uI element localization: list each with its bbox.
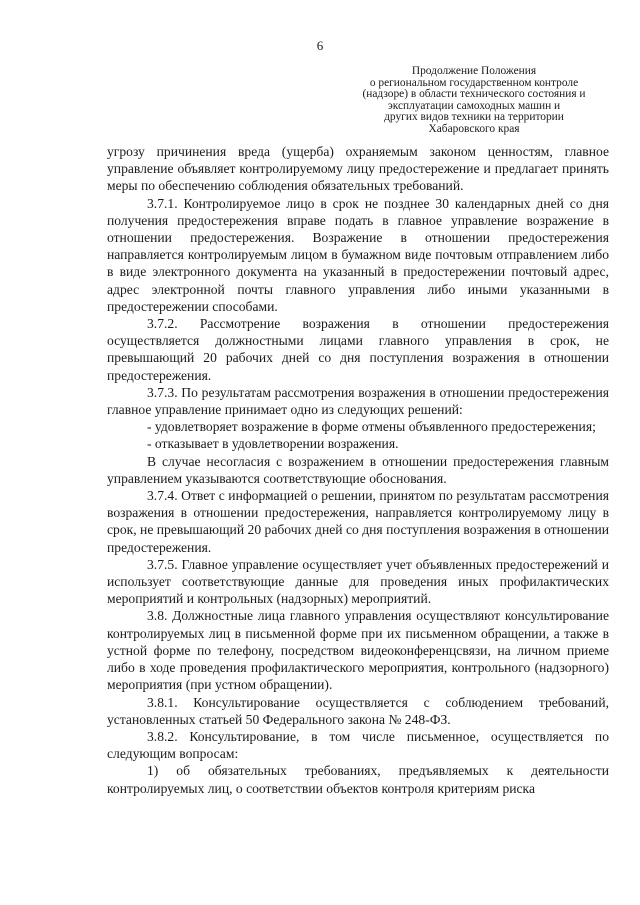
paragraph: 3.8. Должностные лица главного управления осуществляют консультирование контролируемых лиц в письменной форме при их письменном обращении, а также в устной форме по телефону, посредством видеоконференцсвязи, на личном приеме либо в ходе проведения профилактического мероприятия, контрольного (надзорного) мероприятия (при устном обращении). xyxy=(107,608,609,693)
running-header-line: (надзоре) в области технического состояния и xyxy=(362,88,586,101)
paragraph: 3.7.3. По результатам рассмотрения возражения в отношении предостережения главное управление принимает одно из следующих решений: xyxy=(107,384,609,418)
running-header-line: эксплуатации самоходных машин и xyxy=(387,99,561,112)
paragraph: 3.8.1. Консультирование осуществляется с соблюдением требований, установленных статьей 50 Федерального закона № 248-ФЗ. xyxy=(107,694,609,727)
paragraph: 3.7.4. Ответ с информацией о решении, принятом по результатам рассмотрения возражения в отношении предостережения, направляется контролируемому лицу в срок, не превышающий 20 рабочих дней со дня поступления возражения в отношении предостережения. xyxy=(107,488,609,555)
document-body xyxy=(107,143,609,797)
page-number: 6 xyxy=(316,38,324,53)
paragraph: 3.7.1. Контролируемое лицо в срок не позднее 30 календарных дней со дня получения предостережения вправе подать в главное управление возражение в отношении предостережения. Возражение в отношении предостережения направляется контролируемым лицом в бумажном виде почтовым отправлением либо в виде электронного документа на указанный в предостережении почтовый адрес, адрес электронной почты главного управления либо иными указанными в предостережении способами. xyxy=(107,195,609,314)
list-item: - удовлетворяет возражение в форме отмены объявленного предостережения; xyxy=(147,419,596,435)
running-header xyxy=(340,66,608,136)
paragraph: 1) об обязательных требованиях, предъявляемых к деятельности контролируемых лиц, о соответствии объектов контроля критериям риска xyxy=(107,763,609,796)
paragraph: 3.7.5. Главное управление осуществляет учет объявленных предостережений и использует соответствующие данные для проведения иных профилактических мероприятий и контрольных (надзорных) мероприятий. xyxy=(107,556,609,607)
paragraph: 3.8.2. Консультирование, в том числе письменное, осуществляется по следующим вопросам: xyxy=(107,728,609,762)
paragraph: угрозу причинения вреда (ущерба) охраняемым законом ценностям, главное управление объявляет контролируемому лицу предостережение и предлагает принять меры по обеспечению соблюдения обязательных требований. xyxy=(107,144,609,194)
list-item: - отказывает в удовлетворении возражения. xyxy=(147,436,399,452)
running-header-line: других видов техники на территории xyxy=(384,111,564,124)
running-header-line: Продолжение Положения xyxy=(411,65,537,77)
paragraph: 3.7.2. Рассмотрение возражения в отношении предостережения осуществляется должностными лицами главного управления в срок, не превышающий 20 рабочих дней со дня поступления возражения в отношении предостережения. xyxy=(107,316,609,383)
running-header-line: Хабаровского края xyxy=(428,122,520,135)
running-header-line: о региональном государственном контроле xyxy=(369,76,579,89)
paragraph: В случае несогласия с возражением в отношении предостережения главным управлением указываются соответствующие обоснования. xyxy=(107,453,609,486)
